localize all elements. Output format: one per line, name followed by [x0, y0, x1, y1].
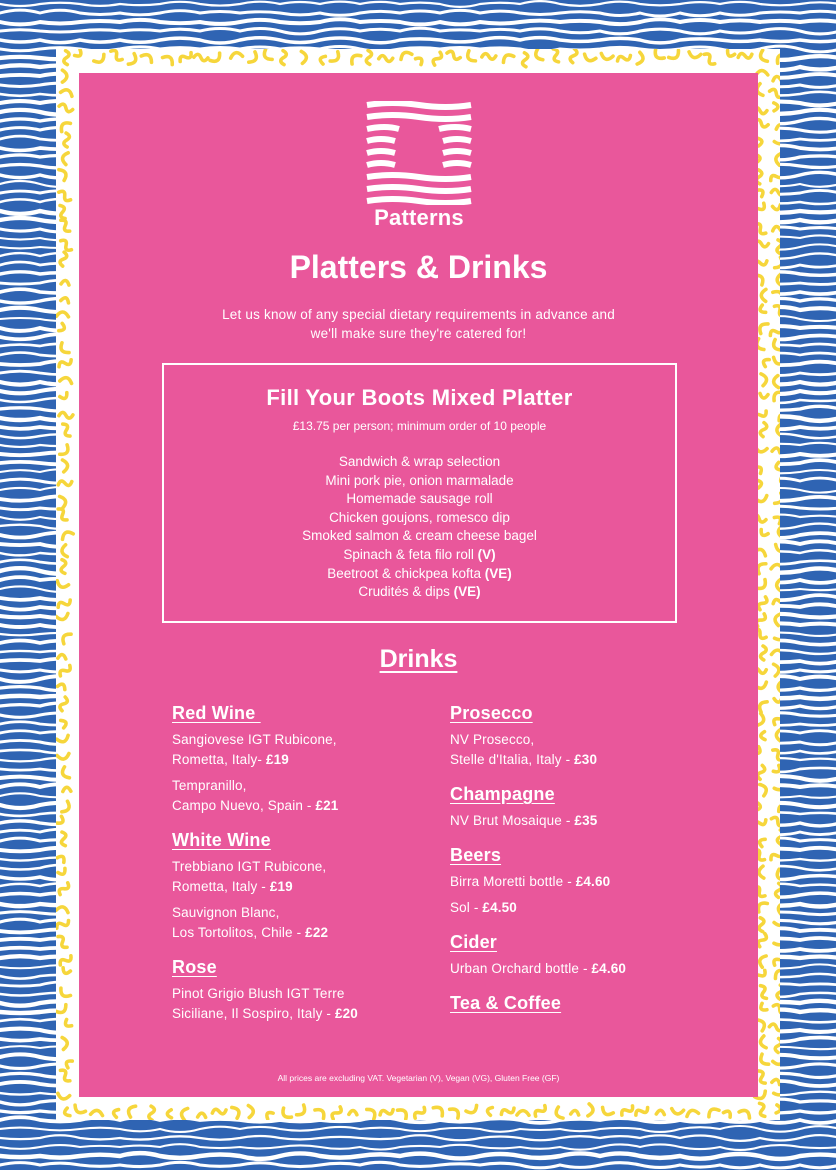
drink-detail-text: Rometta, Italy -	[172, 879, 270, 894]
squiggle-mark	[778, 526, 780, 538]
platter-item-text: Spinach & feta filo roll	[343, 546, 474, 562]
drink-name: Trebbiano IGT Rubicone,	[172, 859, 327, 874]
platter-title: Fill Your Boots Mixed Platter	[266, 385, 573, 410]
drink-price: £21	[315, 798, 339, 813]
platter-item-text: Chicken goujons, romesco dip	[329, 509, 510, 525]
drink-name: Sangiovese IGT Rubicone,	[172, 732, 337, 747]
logo-wordmark: Patterns	[374, 205, 464, 230]
platter-item	[164, 583, 675, 602]
drinks-column-right	[450, 703, 710, 1028]
drink-detail-text: Birra Moretti bottle -	[450, 874, 576, 889]
platter-item	[164, 490, 675, 509]
drink-item	[450, 811, 710, 831]
platter-item	[164, 527, 675, 546]
drink-section	[450, 845, 710, 918]
drink-detail	[172, 877, 432, 897]
drink-section	[172, 830, 432, 943]
drink-detail	[450, 811, 710, 831]
platter-item-text: Homemade sausage roll	[346, 491, 493, 507]
drink-detail-text: NV Brut Mosaique -	[450, 813, 575, 828]
drink-detail	[172, 796, 432, 816]
drink-detail	[172, 1004, 432, 1024]
drink-item	[450, 959, 710, 979]
intro-text	[179, 305, 658, 343]
drink-section-title: Champagne	[450, 784, 555, 804]
drink-price: £19	[269, 879, 293, 894]
drink-name: Tempranillo,	[172, 778, 247, 793]
platter-item	[164, 472, 675, 491]
platter-item	[164, 546, 675, 565]
drink-section-title: Beers	[450, 845, 502, 865]
drink-name: Pinot Grigio Blush IGT Terre	[172, 986, 345, 1001]
platter-box	[162, 363, 677, 623]
drink-detail	[172, 750, 432, 770]
drink-price: £4.60	[591, 961, 627, 976]
squiggle-mark	[778, 681, 780, 693]
platter-item	[164, 509, 675, 528]
intro-line: we'll make sure they're catered for!	[310, 326, 527, 341]
platter-item	[164, 453, 675, 472]
drink-section-title: White Wine	[172, 830, 271, 850]
drink-detail-text: Los Tortolitos, Chile -	[172, 925, 306, 940]
drink-item	[172, 903, 432, 943]
drink-item	[450, 898, 710, 918]
drink-item	[172, 730, 432, 770]
dietary-tag: (VE)	[484, 565, 512, 581]
intro-line: Let us know of any special dietary requirements in advance and	[222, 307, 615, 322]
drink-item	[450, 872, 710, 892]
dietary-tag: (VE)	[453, 584, 481, 600]
drink-section-title: Tea & Coffee	[450, 993, 562, 1013]
drink-price: £4.60	[575, 874, 611, 889]
drink-price: £19	[265, 752, 289, 767]
drink-name: NV Prosecco,	[450, 732, 535, 747]
drinks-title: Drinks	[379, 645, 458, 673]
drink-detail-text: Campo Nuevo, Spain -	[172, 798, 316, 813]
platter-item	[164, 565, 675, 584]
drink-item	[172, 776, 432, 816]
drink-price: £30	[574, 752, 598, 767]
platter-item-text: Crudités & dips	[358, 584, 450, 600]
drink-section	[450, 703, 710, 770]
drink-section	[450, 784, 710, 831]
drink-detail	[450, 750, 710, 770]
dietary-tag: (V)	[477, 546, 496, 562]
drink-section	[172, 703, 432, 816]
menu-card	[79, 73, 758, 1097]
drink-price: £4.50	[482, 900, 517, 915]
drink-detail	[450, 872, 710, 892]
drink-detail	[172, 923, 432, 943]
platter-item-text: Mini pork pie, onion marmalade	[325, 472, 514, 488]
drink-detail-text: Sol -	[450, 900, 483, 915]
drink-section-title: Cider	[450, 932, 498, 952]
footnote: All prices are excluding VAT. Vegetarian (V), Vegan (VG), Gluten Free (GF)	[277, 1073, 560, 1083]
drink-section-title: Rose	[172, 957, 217, 977]
patterns-logo	[365, 101, 473, 231]
drink-section-title: Red Wine	[172, 703, 261, 723]
platter-items	[164, 453, 675, 602]
drink-section	[450, 993, 710, 1014]
platter-item-text: Smoked salmon & cream cheese bagel	[302, 528, 537, 544]
drink-item	[450, 730, 710, 770]
drink-detail	[450, 959, 710, 979]
drink-section	[172, 957, 432, 1024]
drink-item	[172, 857, 432, 897]
drink-detail-text: Rometta, Italy-	[172, 752, 266, 767]
drink-name: Sauvignon Blanc,	[172, 905, 280, 920]
platter-price: £13.75 per person; minimum order of 10 people	[292, 419, 547, 433]
drink-price: £22	[305, 925, 329, 940]
drink-detail-text: Urban Orchard bottle -	[450, 961, 592, 976]
drink-detail	[450, 898, 710, 918]
drink-detail-text: Stelle d'Italia, Italy -	[450, 752, 575, 767]
platter-item-text: Sandwich & wrap selection	[338, 454, 501, 469]
drink-section	[450, 932, 710, 979]
platter-item-text: Beetroot & chickpea kofta	[327, 565, 482, 581]
drink-detail-text: Siciliane, Il Sospiro, Italy -	[172, 1006, 335, 1021]
drink-price: £20	[334, 1006, 358, 1021]
wave-square-icon	[365, 101, 473, 205]
drink-item	[172, 984, 432, 1024]
drinks-column-left	[172, 703, 432, 1038]
page-title: Platters & Drinks	[289, 249, 548, 285]
drink-section-title: Prosecco	[450, 703, 533, 723]
drink-price: £35	[574, 813, 598, 828]
